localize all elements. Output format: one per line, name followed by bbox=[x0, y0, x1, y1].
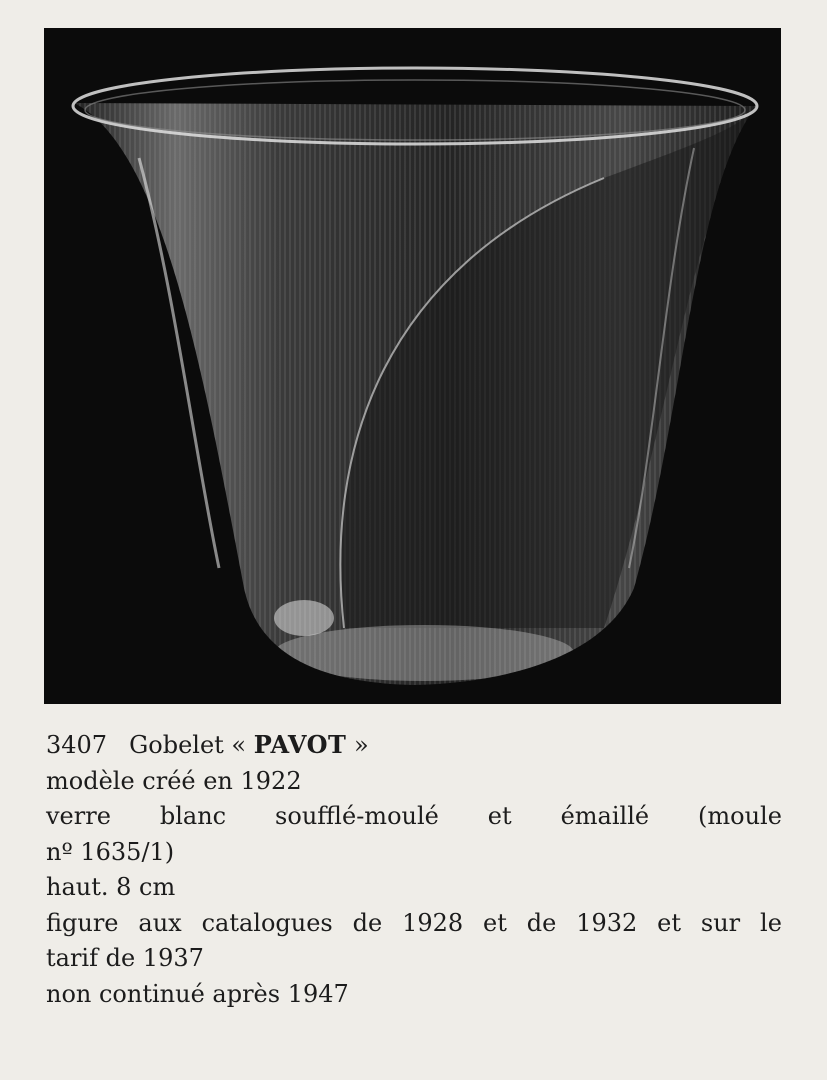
product-photo bbox=[44, 28, 781, 704]
catalog-entry-caption bbox=[46, 727, 782, 1012]
height: haut. 8 cm bbox=[46, 873, 176, 901]
mould-number: nº 1635/1) bbox=[46, 837, 175, 866]
catalogues-word: figure bbox=[46, 908, 119, 937]
catalogues-line bbox=[46, 906, 782, 942]
catalog-number: 3407 bbox=[46, 731, 108, 759]
catalogues-word: 1928 bbox=[402, 908, 464, 937]
discontinued: non continué après 1947 bbox=[46, 979, 349, 1008]
material-word: soufflé-moulé bbox=[275, 802, 439, 830]
catalogues-word: le bbox=[760, 908, 782, 937]
tariff: tarif de 1937 bbox=[46, 944, 204, 972]
catalogues-word: catalogues bbox=[201, 908, 333, 937]
creation-date: modèle créé en 1922 bbox=[46, 766, 302, 795]
material-line bbox=[46, 799, 782, 835]
material-word: blanc bbox=[159, 802, 227, 830]
catalogues-word: aux bbox=[138, 908, 182, 937]
entry-heading bbox=[46, 727, 782, 764]
catalogues-word: et bbox=[483, 908, 507, 937]
goblet-illustration bbox=[44, 28, 781, 704]
catalogues-word: et bbox=[657, 908, 682, 937]
catalogues-word: 1932 bbox=[576, 908, 638, 937]
catalogues-word: sur bbox=[700, 908, 741, 937]
name-suffix: » bbox=[354, 731, 369, 759]
material-word: et bbox=[487, 802, 512, 830]
material-word: (moule bbox=[698, 802, 782, 830]
material-word: émaillé bbox=[560, 802, 650, 830]
name-prefix: Gobelet « bbox=[129, 731, 247, 759]
catalogues-word: de bbox=[352, 908, 383, 937]
material-word: verre bbox=[46, 802, 111, 830]
catalogues-word: de bbox=[526, 908, 557, 937]
model-name: PAVOT bbox=[253, 730, 347, 759]
